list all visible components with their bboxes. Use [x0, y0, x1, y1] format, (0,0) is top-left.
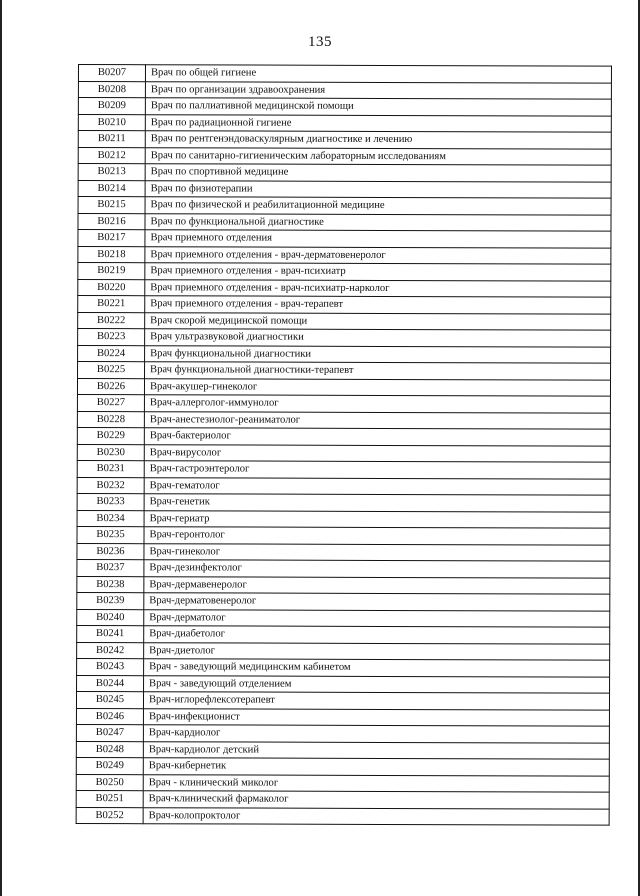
table-row [77, 526, 610, 544]
table-row [78, 296, 611, 314]
position-codes-table [76, 64, 612, 826]
row-position-name: Врач функциональной диагностики-терапевт [145, 362, 611, 380]
row-position-name: Врач-диетолог [144, 642, 610, 660]
table-row [77, 510, 610, 528]
row-code: B0227 [77, 394, 144, 411]
row-position-name: Врач-анестезиолог-реаниматолог [144, 411, 610, 429]
row-position-name: Врач - заведующий медицинским кабинетом [144, 659, 610, 677]
row-code: B0228 [77, 411, 144, 428]
row-code: B0232 [77, 477, 144, 494]
row-code: B0218 [78, 246, 145, 263]
table-row [78, 180, 611, 198]
table-row [78, 81, 611, 99]
table-row [76, 691, 609, 709]
row-position-name: Врач ультразвуковой диагностики [145, 329, 611, 347]
row-position-name: Врач по спортивной медицине [145, 164, 611, 182]
table-row [78, 213, 611, 231]
table-row [78, 131, 611, 149]
row-code: B0239 [77, 592, 144, 609]
table-row [77, 609, 610, 627]
row-position-name: Врач-бактериолог [144, 428, 610, 446]
table-row [78, 230, 611, 248]
row-position-name: Врач приемного отделения [145, 230, 611, 248]
row-position-name: Врач-геронтолог [144, 527, 610, 545]
row-position-name: Врач-дермавенеролог [144, 576, 610, 594]
row-code: B0219 [78, 263, 145, 280]
row-code: B0231 [77, 460, 144, 477]
row-code: B0230 [77, 444, 144, 461]
table-row [76, 724, 609, 742]
table-row [78, 345, 611, 363]
row-code: B0224 [78, 345, 145, 362]
table-row [78, 362, 611, 380]
table-row [77, 427, 610, 445]
row-code: B0252 [76, 807, 143, 824]
row-position-name: Врач-дезинфектолог [144, 560, 610, 578]
table-row [78, 65, 611, 83]
table-row [77, 477, 610, 495]
row-code: B0240 [77, 609, 144, 626]
row-code: B0207 [78, 65, 145, 82]
row-position-name: Врач-аллерголог-иммунолог [144, 395, 610, 413]
row-position-name: Врач-вирусолог [144, 444, 610, 462]
row-code: B0215 [78, 197, 145, 214]
row-code: B0216 [78, 213, 145, 230]
table-row [78, 114, 611, 132]
row-code: B0233 [77, 493, 144, 510]
table-row [78, 329, 611, 347]
table-row [77, 576, 610, 594]
row-position-name: Врач по радиационной гигиене [145, 114, 611, 132]
row-code: B0229 [77, 427, 144, 444]
table-row [77, 658, 610, 676]
row-position-name: Врач по физической и реабилитационной медицине [145, 197, 611, 215]
row-position-name: Врач-инфекционист [143, 708, 609, 726]
table-row [76, 741, 609, 759]
row-code: B0249 [76, 757, 143, 774]
table-row [77, 411, 610, 429]
table-row [76, 774, 609, 792]
row-code: B0235 [77, 526, 144, 543]
row-position-name: Врач функциональной диагностики [145, 345, 611, 363]
row-code: B0241 [77, 625, 144, 642]
row-position-name: Врач-акушер-гинеколог [144, 378, 610, 396]
row-code: B0237 [77, 559, 144, 576]
table-row [78, 98, 611, 116]
row-code: B0214 [78, 180, 145, 197]
row-code: B0213 [78, 164, 145, 181]
row-code: B0245 [76, 691, 143, 708]
row-code: B0208 [78, 81, 145, 98]
row-position-name: Врач по общей гигиене [145, 65, 611, 83]
row-position-name: Врач-гериатр [144, 510, 610, 528]
row-position-name: Врач - клинический миколог [143, 774, 609, 792]
row-code: B0250 [76, 774, 143, 791]
table-row [78, 279, 611, 297]
table-row [78, 246, 611, 264]
table-row [76, 757, 609, 775]
row-position-name: Врач по санитарно-гигиеническим лабораторным исследованиям [145, 147, 611, 165]
table-row [77, 675, 610, 693]
row-code: B0248 [76, 741, 143, 758]
row-position-name: Врач по паллиативной медицинской помощи [145, 98, 611, 116]
row-code: B0243 [77, 658, 144, 675]
row-code: B0234 [77, 510, 144, 527]
row-code: B0221 [78, 296, 145, 313]
row-position-name: Врач-генетик [144, 494, 610, 512]
table-body [76, 65, 611, 826]
row-code: B0211 [78, 131, 145, 148]
row-code: B0242 [77, 642, 144, 659]
table-row [77, 444, 610, 462]
row-position-name: Врач-кибернетик [143, 758, 609, 776]
table-row [77, 378, 610, 396]
table-row [77, 493, 610, 511]
row-code: B0209 [78, 98, 145, 115]
row-code: B0246 [76, 708, 143, 725]
row-code: B0210 [78, 114, 145, 131]
page-number: 135 [308, 34, 332, 50]
table-row [78, 147, 611, 165]
row-position-name: Врач приемного отделения - врач-терапевт [145, 296, 611, 314]
row-code: B0236 [77, 543, 144, 560]
row-code: B0225 [78, 362, 145, 379]
row-code: B0247 [76, 724, 143, 741]
table-row [76, 708, 609, 726]
row-position-name: Врач-иглорефлексотерапевт [143, 692, 609, 710]
row-position-name: Врач-гастроэнтеролог [144, 461, 610, 479]
row-code: B0217 [78, 230, 145, 247]
row-code: B0251 [76, 790, 143, 807]
table-row [77, 642, 610, 660]
table-row [76, 807, 609, 825]
table-row [78, 263, 611, 281]
table-row [77, 460, 610, 478]
table-row [78, 197, 611, 215]
row-position-name: Врач скорой медицинской помощи [145, 312, 611, 330]
row-position-name: Врач-кардиолог [143, 725, 609, 743]
row-code: B0220 [78, 279, 145, 296]
row-position-name: Врач по функциональной диагностике [145, 213, 611, 231]
row-position-name: Врач по организации здравоохранения [145, 81, 611, 99]
row-code: B0226 [77, 378, 144, 395]
table-row [77, 625, 610, 643]
row-position-name: Врач - заведующий отделением [144, 675, 610, 693]
row-position-name: Врач приемного отделения - врач-дерматовенеролог [145, 246, 611, 264]
row-position-name: Врач-колопроктолог [143, 807, 609, 825]
table-row [77, 559, 610, 577]
table-row [77, 543, 610, 561]
row-position-name: Врач-кардиолог детский [143, 741, 609, 759]
table-row [78, 164, 611, 182]
scan-edge-left [0, 0, 2, 896]
row-code: B0223 [78, 329, 145, 346]
row-position-name: Врач приемного отделения - врач-психиатр [145, 263, 611, 281]
table-row [77, 394, 610, 412]
row-position-name: Врач приемного отделения - врач-психиатр-нарколог [145, 279, 611, 297]
row-position-name: Врач-гематолог [144, 477, 610, 495]
row-position-name: Врач-диабетолог [144, 626, 610, 644]
row-position-name: Врач-клинический фармаколог [143, 791, 609, 809]
row-code: B0222 [78, 312, 145, 329]
row-position-name: Врач-дерматовенеролог [144, 593, 610, 611]
row-code: B0212 [78, 147, 145, 164]
row-code: B0244 [77, 675, 144, 692]
row-position-name: Врач по рентгенэндоваскулярным диагностике и лечению [145, 131, 611, 149]
row-position-name: Врач по физиотерапии [145, 180, 611, 198]
table-row [76, 790, 609, 808]
row-position-name: Врач-дерматолог [144, 609, 610, 627]
table-row [77, 592, 610, 610]
table-row [78, 312, 611, 330]
row-position-name: Врач-гинеколог [144, 543, 610, 561]
row-code: B0238 [77, 576, 144, 593]
